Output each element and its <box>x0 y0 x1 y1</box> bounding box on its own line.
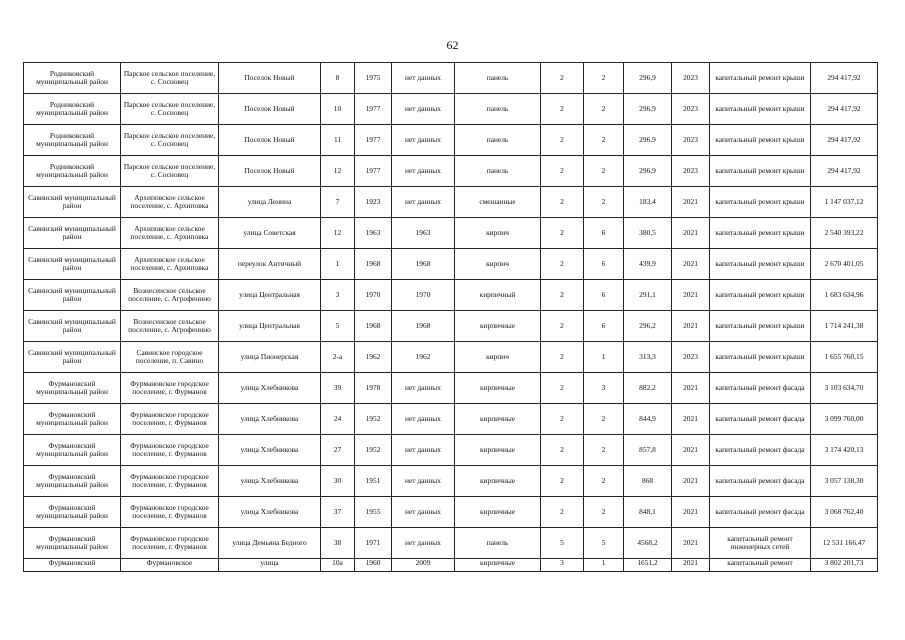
plan-year-cell: 2023 <box>672 125 710 156</box>
area-cell: 296,9 <box>624 63 672 94</box>
build-year-cell: 1963 <box>355 218 392 249</box>
entrances-cell: 2 <box>584 466 624 497</box>
table-row <box>24 466 878 497</box>
work-type-cell: капитальный ремонт фасада <box>710 373 811 404</box>
plan-year-cell: 2021 <box>672 311 710 342</box>
table-row <box>24 218 878 249</box>
settlement-cell: Парское сельское поселение, с. Сосновец <box>121 94 219 125</box>
plan-year-cell: 2021 <box>672 497 710 528</box>
table-row <box>24 280 878 311</box>
table-row <box>24 94 878 125</box>
entrances-cell: 5 <box>584 528 624 559</box>
table-row <box>24 404 878 435</box>
table-row <box>24 497 878 528</box>
wall-material-cell: кирпич <box>455 218 541 249</box>
plan-year-cell: 2021 <box>672 435 710 466</box>
cost-cell: 3 068 762,40 <box>811 497 878 528</box>
work-type-cell: капитальный ремонт крыши <box>710 156 811 187</box>
street-cell: Поселок Новый <box>219 125 321 156</box>
build-year-cell: 1971 <box>355 528 392 559</box>
plan-year-cell: 2023 <box>672 342 710 373</box>
entrances-cell: 2 <box>584 404 624 435</box>
settlement-cell: Фурмановское <box>121 559 219 572</box>
floors-cell: 2 <box>541 94 584 125</box>
floors-cell: 2 <box>541 311 584 342</box>
table-row <box>24 249 878 280</box>
street-cell: улица Демьяна Бедного <box>219 528 321 559</box>
district-cell: Родниковский муниципальный район <box>24 125 121 156</box>
cost-cell: 294 417,92 <box>811 125 878 156</box>
settlement-cell: Парское сельское поселение, с. Сосновец <box>121 156 219 187</box>
build-year-cell: 1977 <box>355 94 392 125</box>
build-year-cell: 1968 <box>355 311 392 342</box>
settlement-cell: Архиповское сельское поселение, с. Архиповка <box>121 249 219 280</box>
build-year-cell: 1952 <box>355 404 392 435</box>
plan-year-cell: 2021 <box>672 559 710 572</box>
plan-year-cell: 2023 <box>672 94 710 125</box>
district-cell: Савинский муниципальный район <box>24 249 121 280</box>
work-type-cell: капитальный ремонт крыши <box>710 218 811 249</box>
overhaul-year-cell: нет данных <box>392 435 455 466</box>
district-cell: Савинский муниципальный район <box>24 187 121 218</box>
floors-cell: 2 <box>541 404 584 435</box>
district-cell: Савинский муниципальный район <box>24 218 121 249</box>
district-cell: Родниковский муниципальный район <box>24 63 121 94</box>
overhaul-year-cell: 1968 <box>392 311 455 342</box>
work-type-cell: капитальный ремонт фасада <box>710 497 811 528</box>
entrances-cell: 3 <box>584 373 624 404</box>
wall-material-cell: панель <box>455 63 541 94</box>
table-row <box>24 187 878 218</box>
settlement-cell: Вознесенское сельское поселение, с. Агрофенино <box>121 311 219 342</box>
settlement-cell: Фурмановское городское поселение, г. Фурманов <box>121 528 219 559</box>
entrances-cell: 1 <box>584 342 624 373</box>
floors-cell: 2 <box>541 497 584 528</box>
build-year-cell: 1955 <box>355 497 392 528</box>
wall-material-cell: панель <box>455 156 541 187</box>
wall-material-cell: кирпичные <box>455 435 541 466</box>
table-row <box>24 125 878 156</box>
settlement-cell: Фурмановское городское поселение, г. Фурманов <box>121 404 219 435</box>
house-number-cell: 8 <box>321 63 355 94</box>
area-cell: 882,2 <box>624 373 672 404</box>
entrances-cell: 2 <box>584 156 624 187</box>
area-cell: 4568,2 <box>624 528 672 559</box>
entrances-cell: 2 <box>584 497 624 528</box>
wall-material-cell: кирпичные <box>455 311 541 342</box>
overhaul-year-cell: нет данных <box>392 373 455 404</box>
wall-material-cell: кирпичные <box>455 466 541 497</box>
house-number-cell: 1 <box>321 249 355 280</box>
street-cell: улица Хлебникова <box>219 497 321 528</box>
overhaul-year-cell: нет данных <box>392 125 455 156</box>
area-cell: 439,9 <box>624 249 672 280</box>
entrances-cell: 1 <box>584 559 624 572</box>
house-number-cell: 39 <box>321 373 355 404</box>
area-cell: 291,1 <box>624 280 672 311</box>
wall-material-cell: кирпич <box>455 342 541 373</box>
overhaul-year-cell: нет данных <box>392 156 455 187</box>
settlement-cell: Фурмановское городское поселение, г. Фурманов <box>121 435 219 466</box>
build-year-cell: 1960 <box>355 559 392 572</box>
cost-cell: 1 683 634,96 <box>811 280 878 311</box>
plan-year-cell: 2021 <box>672 373 710 404</box>
settlement-cell: Вознесенское сельское поселение, с. Агрофенино <box>121 280 219 311</box>
floors-cell: 2 <box>541 342 584 373</box>
district-cell: Родниковский муниципальный район <box>24 156 121 187</box>
district-cell: Фурмановский <box>24 559 121 572</box>
plan-year-cell: 2021 <box>672 280 710 311</box>
table-row <box>24 528 878 559</box>
house-number-cell: 3 <box>321 280 355 311</box>
area-cell: 296,9 <box>624 125 672 156</box>
wall-material-cell: кирпич <box>455 249 541 280</box>
district-cell: Фурмановский муниципальный район <box>24 373 121 404</box>
table-row <box>24 373 878 404</box>
entrances-cell: 2 <box>584 63 624 94</box>
area-cell: 296,2 <box>624 311 672 342</box>
overhaul-year-cell: 2009 <box>392 559 455 572</box>
area-cell: 380,5 <box>624 218 672 249</box>
area-cell: 1651,2 <box>624 559 672 572</box>
wall-material-cell: кирпичные <box>455 559 541 572</box>
cost-cell: 3 802 201,73 <box>811 559 878 572</box>
overhaul-year-cell: 1968 <box>392 249 455 280</box>
house-number-cell: 10а <box>321 559 355 572</box>
overhaul-year-cell: нет данных <box>392 404 455 435</box>
overhaul-year-cell: нет данных <box>392 94 455 125</box>
floors-cell: 2 <box>541 63 584 94</box>
floors-cell: 2 <box>541 125 584 156</box>
street-cell: переулок Античный <box>219 249 321 280</box>
district-cell: Фурмановский муниципальный район <box>24 466 121 497</box>
housing-repair-table <box>23 62 878 572</box>
floors-cell: 2 <box>541 435 584 466</box>
district-cell: Фурмановский муниципальный район <box>24 404 121 435</box>
wall-material-cell: кирпичные <box>455 373 541 404</box>
street-cell: улица Ленина <box>219 187 321 218</box>
table-row <box>24 156 878 187</box>
area-cell: 183,4 <box>624 187 672 218</box>
plan-year-cell: 2021 <box>672 187 710 218</box>
cost-cell: 2 670 401,05 <box>811 249 878 280</box>
work-type-cell: капитальный ремонт крыши <box>710 311 811 342</box>
table-row <box>24 311 878 342</box>
street-cell: улица Хлебникова <box>219 404 321 435</box>
overhaul-year-cell: нет данных <box>392 63 455 94</box>
overhaul-year-cell: нет данных <box>392 497 455 528</box>
house-number-cell: 30 <box>321 466 355 497</box>
cost-cell: 3 174 420,13 <box>811 435 878 466</box>
floors-cell: 2 <box>541 218 584 249</box>
cost-cell: 2 540 393,22 <box>811 218 878 249</box>
house-number-cell: 5 <box>321 311 355 342</box>
wall-material-cell: панель <box>455 94 541 125</box>
work-type-cell: капитальный ремонт крыши <box>710 63 811 94</box>
work-type-cell: капитальный ремонт фасада <box>710 435 811 466</box>
plan-year-cell: 2021 <box>672 249 710 280</box>
house-number-cell: 7 <box>321 187 355 218</box>
cost-cell: 3 099 760,00 <box>811 404 878 435</box>
district-cell: Савинский муниципальный район <box>24 342 121 373</box>
house-number-cell: 2-а <box>321 342 355 373</box>
table-row <box>24 435 878 466</box>
floors-cell: 2 <box>541 249 584 280</box>
house-number-cell: 11 <box>321 125 355 156</box>
house-number-cell: 27 <box>321 435 355 466</box>
settlement-cell: Архиповское сельское поселение, с. Архиповка <box>121 218 219 249</box>
district-cell: Савинский муниципальный район <box>24 280 121 311</box>
build-year-cell: 1951 <box>355 466 392 497</box>
table-row <box>24 559 878 572</box>
work-type-cell: капитальный ремонт крыши <box>710 125 811 156</box>
work-type-cell: капитальный ремонт фасада <box>710 466 811 497</box>
wall-material-cell: кирпичные <box>455 404 541 435</box>
overhaul-year-cell: 1970 <box>392 280 455 311</box>
floors-cell: 2 <box>541 466 584 497</box>
house-number-cell: 12 <box>321 218 355 249</box>
build-year-cell: 1968 <box>355 249 392 280</box>
area-cell: 868 <box>624 466 672 497</box>
overhaul-year-cell: 1962 <box>392 342 455 373</box>
plan-year-cell: 2023 <box>672 156 710 187</box>
page-number: 62 <box>446 38 459 52</box>
cost-cell: 1 714 241,38 <box>811 311 878 342</box>
build-year-cell: 1975 <box>355 63 392 94</box>
entrances-cell: 2 <box>584 125 624 156</box>
floors-cell: 2 <box>541 373 584 404</box>
work-type-cell: капитальный ремонт крыши <box>710 187 811 218</box>
area-cell: 844,9 <box>624 404 672 435</box>
cost-cell: 294 417,92 <box>811 156 878 187</box>
build-year-cell: 1952 <box>355 435 392 466</box>
entrances-cell: 2 <box>584 435 624 466</box>
table-row <box>24 63 878 94</box>
wall-material-cell: кирпичные <box>455 497 541 528</box>
street-cell: Поселок Новый <box>219 94 321 125</box>
cost-cell: 3 103 634,70 <box>811 373 878 404</box>
street-cell: Поселок Новый <box>219 156 321 187</box>
entrances-cell: 2 <box>584 187 624 218</box>
district-cell: Фурмановский муниципальный район <box>24 435 121 466</box>
street-cell: улица <box>219 559 321 572</box>
cost-cell: 1 147 037,12 <box>811 187 878 218</box>
entrances-cell: 6 <box>584 218 624 249</box>
house-number-cell: 24 <box>321 404 355 435</box>
entrances-cell: 6 <box>584 280 624 311</box>
plan-year-cell: 2021 <box>672 528 710 559</box>
floors-cell: 5 <box>541 528 584 559</box>
settlement-cell: Савинское городское поселение, п. Савино <box>121 342 219 373</box>
build-year-cell: 1962 <box>355 342 392 373</box>
overhaul-year-cell: нет данных <box>392 187 455 218</box>
street-cell: улица Хлебникова <box>219 466 321 497</box>
floors-cell: 3 <box>541 559 584 572</box>
settlement-cell: Парское сельское поселение, с. Сосновец <box>121 125 219 156</box>
cost-cell: 12 531 166,47 <box>811 528 878 559</box>
street-cell: улица Пионерская <box>219 342 321 373</box>
entrances-cell: 6 <box>584 249 624 280</box>
street-cell: Поселок Новый <box>219 63 321 94</box>
floors-cell: 2 <box>541 187 584 218</box>
wall-material-cell: панель <box>455 125 541 156</box>
district-cell: Родниковский муниципальный район <box>24 94 121 125</box>
work-type-cell: капитальный ремонт <box>710 559 811 572</box>
street-cell: улица Центральная <box>219 311 321 342</box>
settlement-cell: Фурмановское городское поселение, г. Фурманов <box>121 466 219 497</box>
district-cell: Савинский муниципальный район <box>24 311 121 342</box>
table-row <box>24 342 878 373</box>
work-type-cell: капитальный ремонт крыши <box>710 342 811 373</box>
house-number-cell: 12 <box>321 156 355 187</box>
overhaul-year-cell: нет данных <box>392 466 455 497</box>
work-type-cell: капитальный ремонт крыши <box>710 94 811 125</box>
settlement-cell: Парское сельское поселение, с. Сосновец <box>121 63 219 94</box>
settlement-cell: Архиповское сельское поселение, с. Архиповка <box>121 187 219 218</box>
cost-cell: 294 417,92 <box>811 94 878 125</box>
street-cell: улица Центральная <box>219 280 321 311</box>
street-cell: улица Советская <box>219 218 321 249</box>
settlement-cell: Фурмановское городское поселение, г. Фурманов <box>121 497 219 528</box>
floors-cell: 2 <box>541 280 584 311</box>
entrances-cell: 6 <box>584 311 624 342</box>
build-year-cell: 1977 <box>355 156 392 187</box>
plan-year-cell: 2023 <box>672 63 710 94</box>
settlement-cell: Фурмановское городское поселение, г. Фурманов <box>121 373 219 404</box>
plan-year-cell: 2021 <box>672 466 710 497</box>
wall-material-cell: смешанные <box>455 187 541 218</box>
wall-material-cell: кирпичный <box>455 280 541 311</box>
wall-material-cell: панель <box>455 528 541 559</box>
cost-cell: 294 417,92 <box>811 63 878 94</box>
build-year-cell: 1978 <box>355 373 392 404</box>
area-cell: 296,9 <box>624 156 672 187</box>
build-year-cell: 1977 <box>355 125 392 156</box>
work-type-cell: капитальный ремонт инженерных сетей <box>710 528 811 559</box>
build-year-cell: 1923 <box>355 187 392 218</box>
house-number-cell: 38 <box>321 528 355 559</box>
floors-cell: 2 <box>541 156 584 187</box>
entrances-cell: 2 <box>584 94 624 125</box>
overhaul-year-cell: 1963 <box>392 218 455 249</box>
district-cell: Фурмановский муниципальный район <box>24 528 121 559</box>
area-cell: 857,8 <box>624 435 672 466</box>
cost-cell: 1 655 760,15 <box>811 342 878 373</box>
area-cell: 848,1 <box>624 497 672 528</box>
area-cell: 296,9 <box>624 94 672 125</box>
street-cell: улица Хлебникова <box>219 435 321 466</box>
house-number-cell: 37 <box>321 497 355 528</box>
house-number-cell: 10 <box>321 94 355 125</box>
build-year-cell: 1970 <box>355 280 392 311</box>
street-cell: улица Хлебникова <box>219 373 321 404</box>
overhaul-year-cell: нет данных <box>392 528 455 559</box>
plan-year-cell: 2021 <box>672 218 710 249</box>
work-type-cell: капитальный ремонт крыши <box>710 249 811 280</box>
district-cell: Фурмановский муниципальный район <box>24 497 121 528</box>
work-type-cell: капитальный ремонт фасада <box>710 404 811 435</box>
area-cell: 313,3 <box>624 342 672 373</box>
work-type-cell: капитальный ремонт крыши <box>710 280 811 311</box>
plan-year-cell: 2021 <box>672 404 710 435</box>
cost-cell: 3 057 138,30 <box>811 466 878 497</box>
